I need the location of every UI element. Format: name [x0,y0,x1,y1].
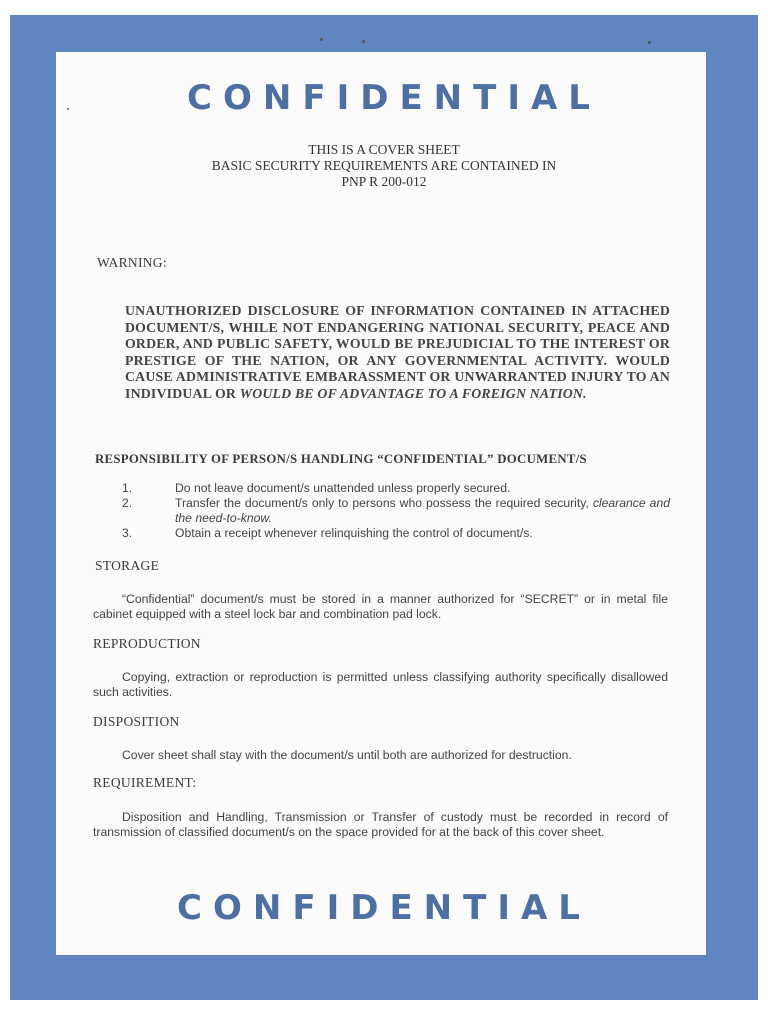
warning-heading: WARNING: [97,255,167,270]
storage-heading: STORAGE [95,558,160,573]
confidential-banner-top: CONFIDENTIAL [187,78,601,118]
list-text: Transfer the document/s only to persons who possess the required security, [175,496,589,510]
reproduction-heading: REPRODUCTION [93,636,201,651]
scan-speck [648,41,651,44]
list-number: 1. [122,481,133,495]
disposition-text: Cover sheet shall stay with the document/s until both are authorized for destruction. [122,748,572,762]
cover-line-1: THIS IS A COVER SHEET [308,142,460,157]
storage-text: “Confidential” document/s must be stored in a manner authorized for “SECRET” or in metal file cabinet equipped with a steel lock bar and combination pad lock. [93,592,668,621]
list-text-italic: clearance and the need-to-know. [175,496,670,525]
warning-text [125,303,670,402]
reproduction-text: Copying, extraction or reproduction is permitted unless classifying authority specifically disallowed such activities. [93,670,668,699]
requirement-heading: REQUIREMENT: [93,775,197,790]
warning-body: UNAUTHORIZED DISCLOSURE OF INFORMATION CONTAINED IN ATTACHED DOCUMENT/S, WHILE NOT ENDANGERING NATIONAL SECURITY, PEACE AND ORDER, AND PUBLIC SAFETY, WOULD BE PREJUDICIAL TO THE INTEREST OR PRESTIGE OF THE NATION, OR ANY GOVERNMENTAL ACTIVITY. WOULD CAUSE ADMINISTRATIVE EMBARASSMENT OR UNWARRANTED INJURY TO AN INDIVIDUAL OR [125,303,670,401]
responsibility-list [122,481,670,541]
requirement-text: Disposition and Handling, Transmission or Transfer of custody must be recorded in record of transmission of classified document/s on the space provided for at the back of this cover sheet. [93,810,668,839]
warning-tail: WOULD BE OF ADVANTAGE TO A FOREIGN NATION. [239,385,587,401]
scan-speck [320,38,323,41]
list-number: 3. [122,526,133,540]
list-text-group [175,496,670,526]
list-text: Obtain a receipt whenever relinquishing the control of document/s. [175,526,533,540]
cover-line-2: BASIC SECURITY REQUIREMENTS ARE CONTAINED IN [211,158,557,173]
scan-speck [362,40,365,43]
confidential-banner-bottom: CONFIDENTIAL [177,888,591,928]
disposition-heading: DISPOSITION [93,714,180,729]
list-item [122,496,670,526]
list-item [122,481,670,496]
list-text: Do not leave document/s unattended unless properly secured. [175,481,511,495]
list-number: 2. [122,496,133,510]
responsibility-heading: RESPONSIBILITY OF PERSON/S HANDLING “CONFIDENTIAL” DOCUMENT/S [95,452,587,466]
cover-line-3: PNP R 200-012 [341,174,427,189]
list-item [122,526,670,541]
